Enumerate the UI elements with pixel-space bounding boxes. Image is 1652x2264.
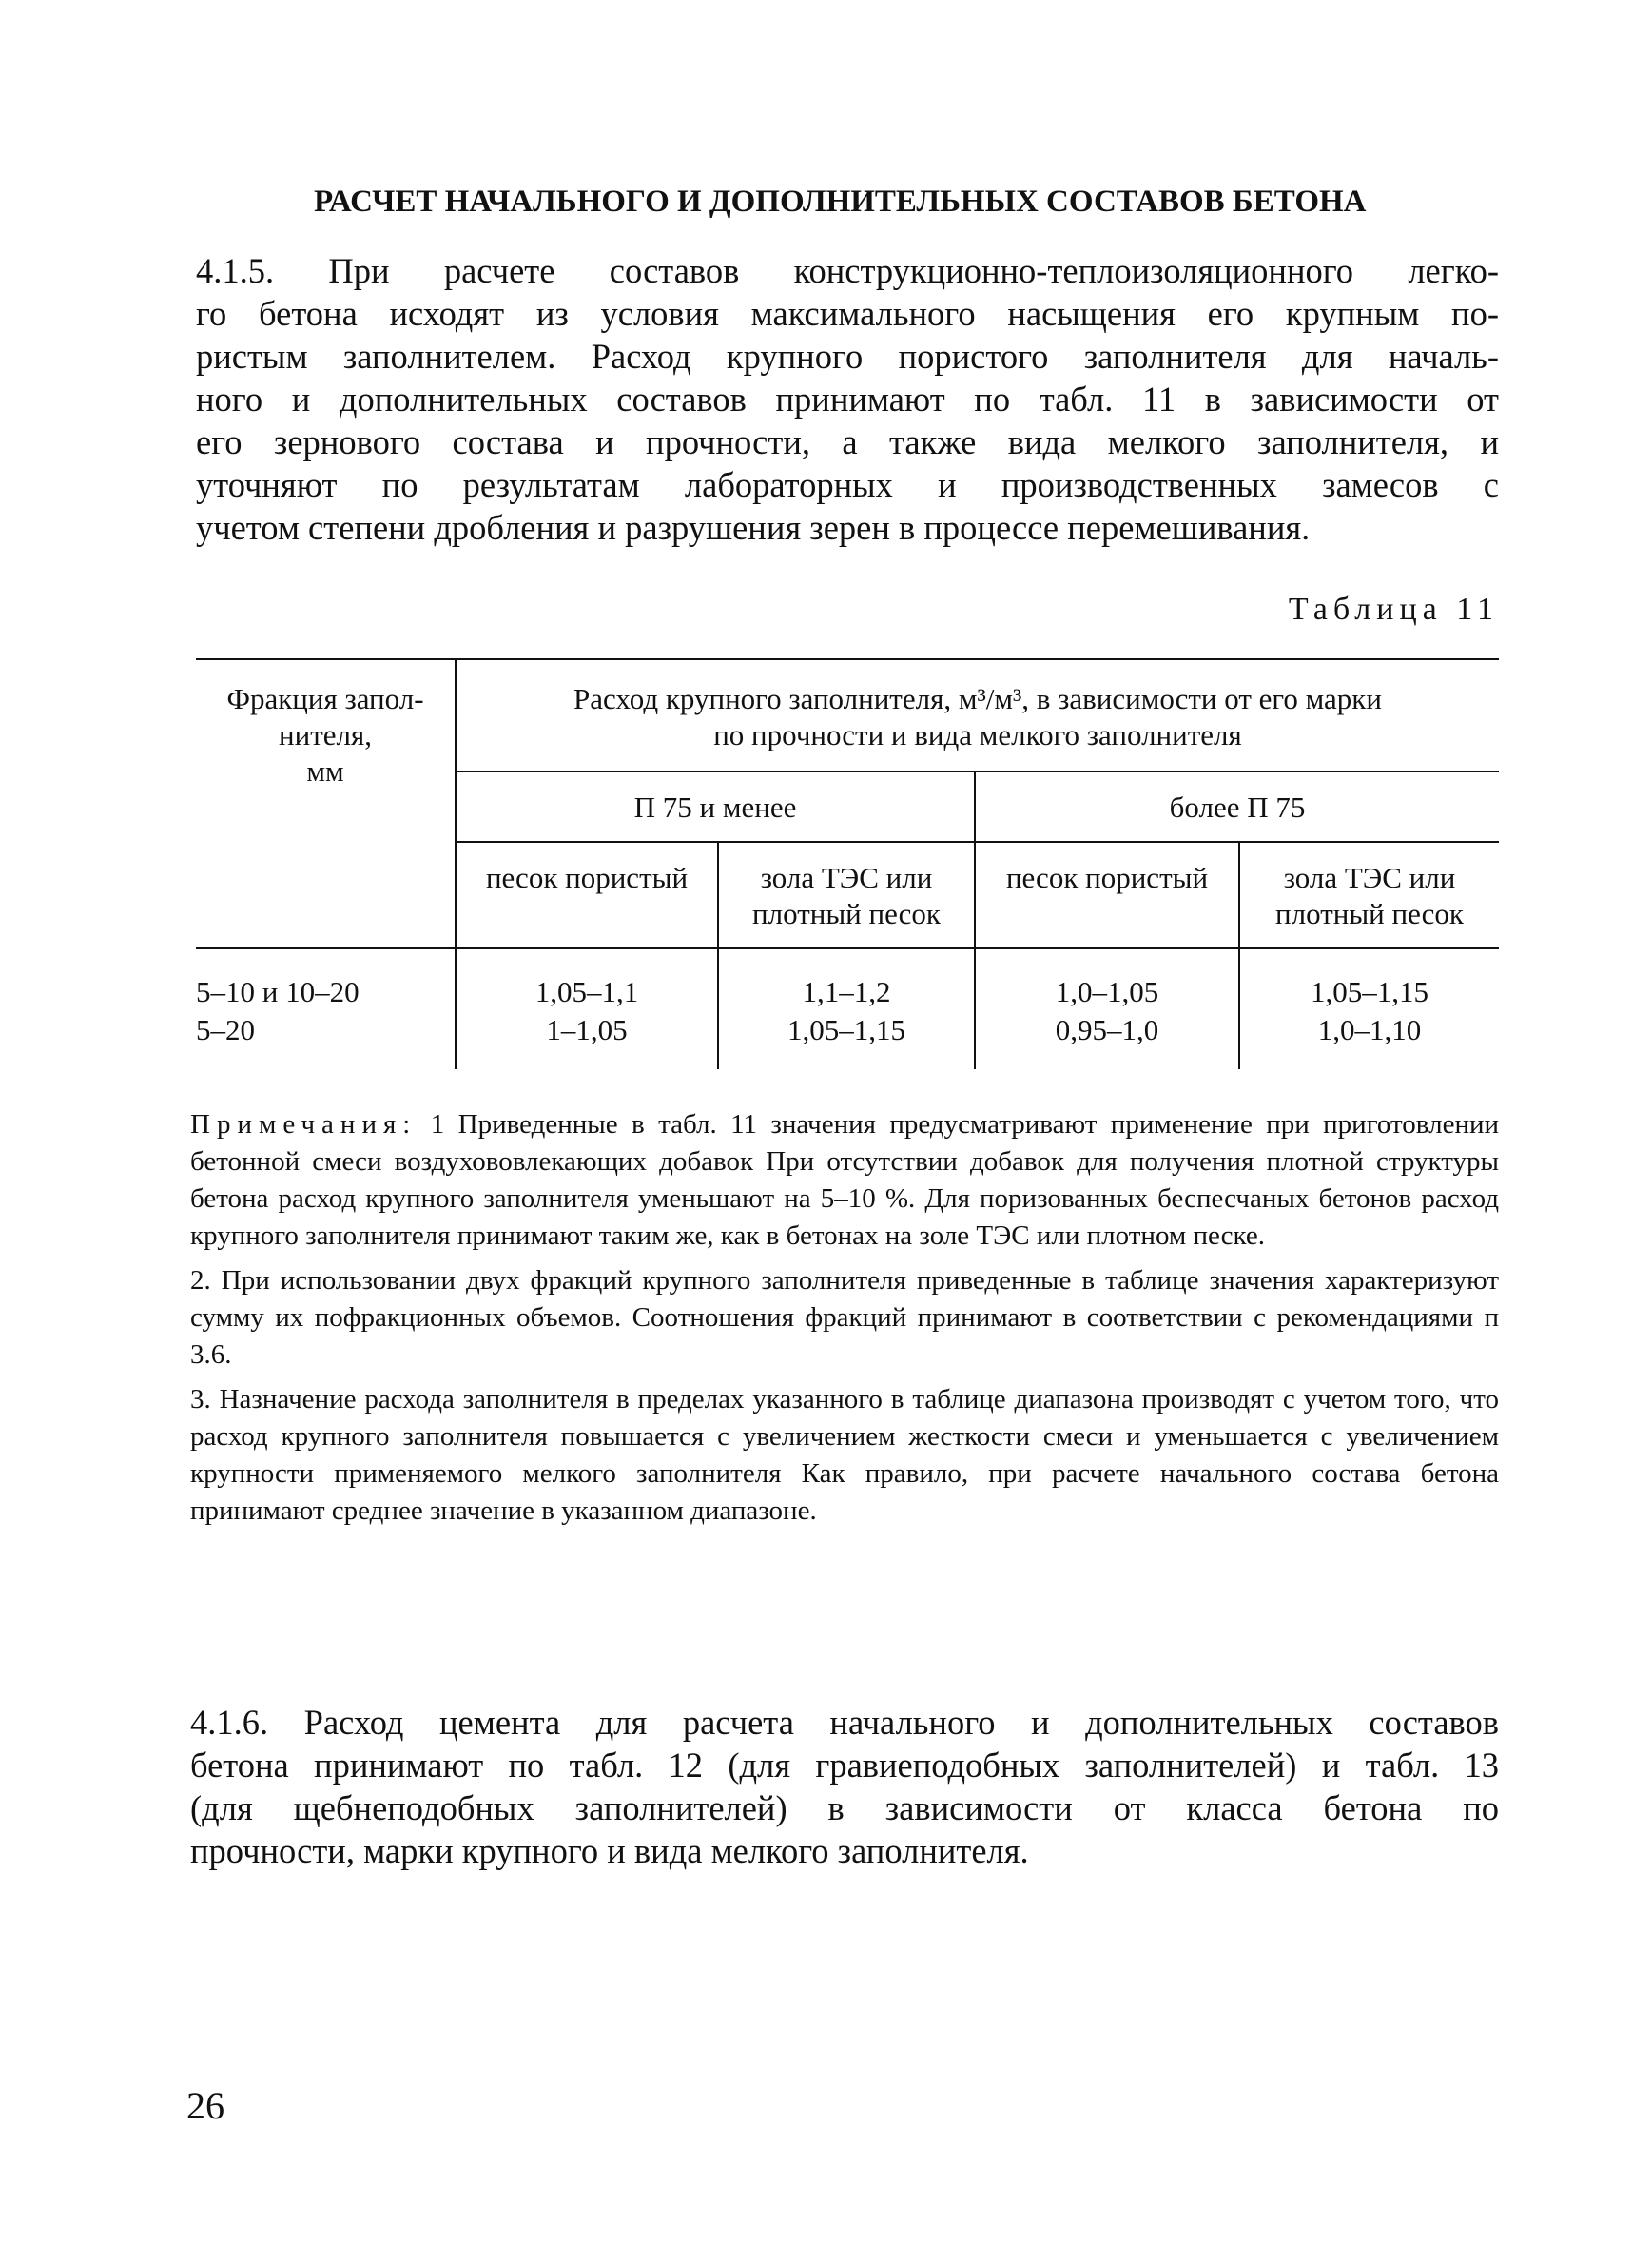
- paragraph-line: (для щебнеподобных заполнителей) в зависимости от класса бетона по: [190, 1788, 1499, 1827]
- table-top-rule: [196, 658, 1499, 660]
- header-subcol-ash-dense-sand: зола ТЭС или плотный песок: [752, 861, 941, 930]
- table-row-fraction: 5–10 и 10–20: [196, 975, 360, 1008]
- paragraph-line: 4.1.5. При расчете составов конструкционно-теплоизоляционного легко-: [196, 251, 1499, 290]
- paragraph-line: его зернового состава и прочности, а также вида мелкого заполнителя, и: [196, 422, 1499, 461]
- header-subcol-ash-dense-sand: зола ТЭС или плотный песок: [1275, 861, 1464, 930]
- paragraph-line: бетона принимают по табл. 12 (для гравиеподобных заполнителей) и табл. 13: [190, 1746, 1499, 1785]
- note-2: 2. При использовании двух фракций крупного заполнителя приведенные в таблице значения характеризуют сумму их пофракционных объемов. Соотношения фракций принимают в соответствии с рекомендациями п 3.6.: [190, 1265, 1499, 1370]
- table-cell: 1,1–1,2: [802, 975, 891, 1008]
- table-caption: Таблица 11: [1288, 592, 1499, 627]
- paragraph-4-1-5: [196, 249, 1499, 549]
- table-subgroup-rule: [455, 841, 1499, 843]
- table-cell: 1,05–1,15: [1311, 975, 1428, 1008]
- section-heading: РАСЧЕТ НАЧАЛЬНОГО И ДОПОЛНИТЕЛЬНЫХ СОСТАВОВ БЕТОНА: [314, 185, 1367, 219]
- paragraph-line: го бетона исходят из условия максимального насыщения его крупным по-: [196, 294, 1499, 333]
- header-subgroup-p75-less: П 75 и менее: [633, 790, 797, 824]
- table-notes: [190, 1106, 1499, 1537]
- header-subgroup-p75-more: более П 75: [1169, 790, 1306, 824]
- header-subcol-porous-sand: песок пористый: [1005, 861, 1209, 894]
- table-row-fraction: 5–20: [196, 1013, 255, 1046]
- paragraph-line: 4.1.6. Расход цемента для расчета начального и дополнительных составов: [190, 1703, 1499, 1742]
- table-cell: 1,05–1,15: [787, 1013, 905, 1046]
- table-body-rule: [196, 947, 1499, 949]
- table-cell: 1,0–1,10: [1317, 1013, 1422, 1046]
- paragraph-4-1-6: [190, 1701, 1499, 1872]
- paragraph-line: уточняют по результатам лабораторных и производственных замесов с: [196, 465, 1499, 504]
- header-fraction: Фракция запол- нителя, мм: [226, 682, 424, 788]
- paragraph-line: учетом степени дробления и разрушения зерен в процессе перемешивания.: [196, 508, 1311, 547]
- table-header-rule: [455, 771, 1499, 772]
- paragraph-line: прочности, марки крупного и вида мелкого заполнителя.: [190, 1831, 1029, 1870]
- paragraph-line: ристым заполнителем. Расход крупного пористого заполнителя для началь-: [196, 337, 1499, 376]
- page-number: 26: [186, 2084, 224, 2127]
- table-cell: 0,95–1,0: [1055, 1013, 1159, 1046]
- table-cell: 1,05–1,1: [534, 975, 639, 1008]
- header-subcol-porous-sand: песок пористый: [485, 861, 689, 894]
- table-cell: 1,0–1,05: [1055, 975, 1159, 1008]
- header-consumption: Расход крупного заполнителя, м³/м³, в зависимости от его марки по прочности и вида мелкого заполнителя: [573, 682, 1382, 751]
- table-cell: 1–1,05: [546, 1013, 628, 1046]
- note-3: 3. Назначение расхода заполнителя в пределах указанного в таблице диапазона производят с учетом того, что расход крупного заполнителя повышается с увеличением жесткости смеси и уменьшается с увеличением крупности применяемого мелкого заполнителя Как правило, при расчете начального состава бетона принимают среднее значение в указанном диапазоне.: [190, 1384, 1499, 1526]
- table-11: [196, 658, 1499, 1077]
- notes-label: Примечания:: [190, 1109, 418, 1140]
- note-1: Примечания: 1 Приведенные в табл. 11 значения предусматривают применение при приготовлении бетонной смеси воздухововлекающих добавок При отсутствии добавок для получения плотной структуры бетона расход крупного заполнителя уменьшают на 5–10 %. Для поризованных беспесчаных бетонов расход крупного заполнителя принимают таким же, как в бетонах на золе ТЭС или плотном песке.: [190, 1109, 1499, 1251]
- paragraph-line: ного и дополнительных составов принимают по табл. 11 в зависимости от: [196, 380, 1499, 419]
